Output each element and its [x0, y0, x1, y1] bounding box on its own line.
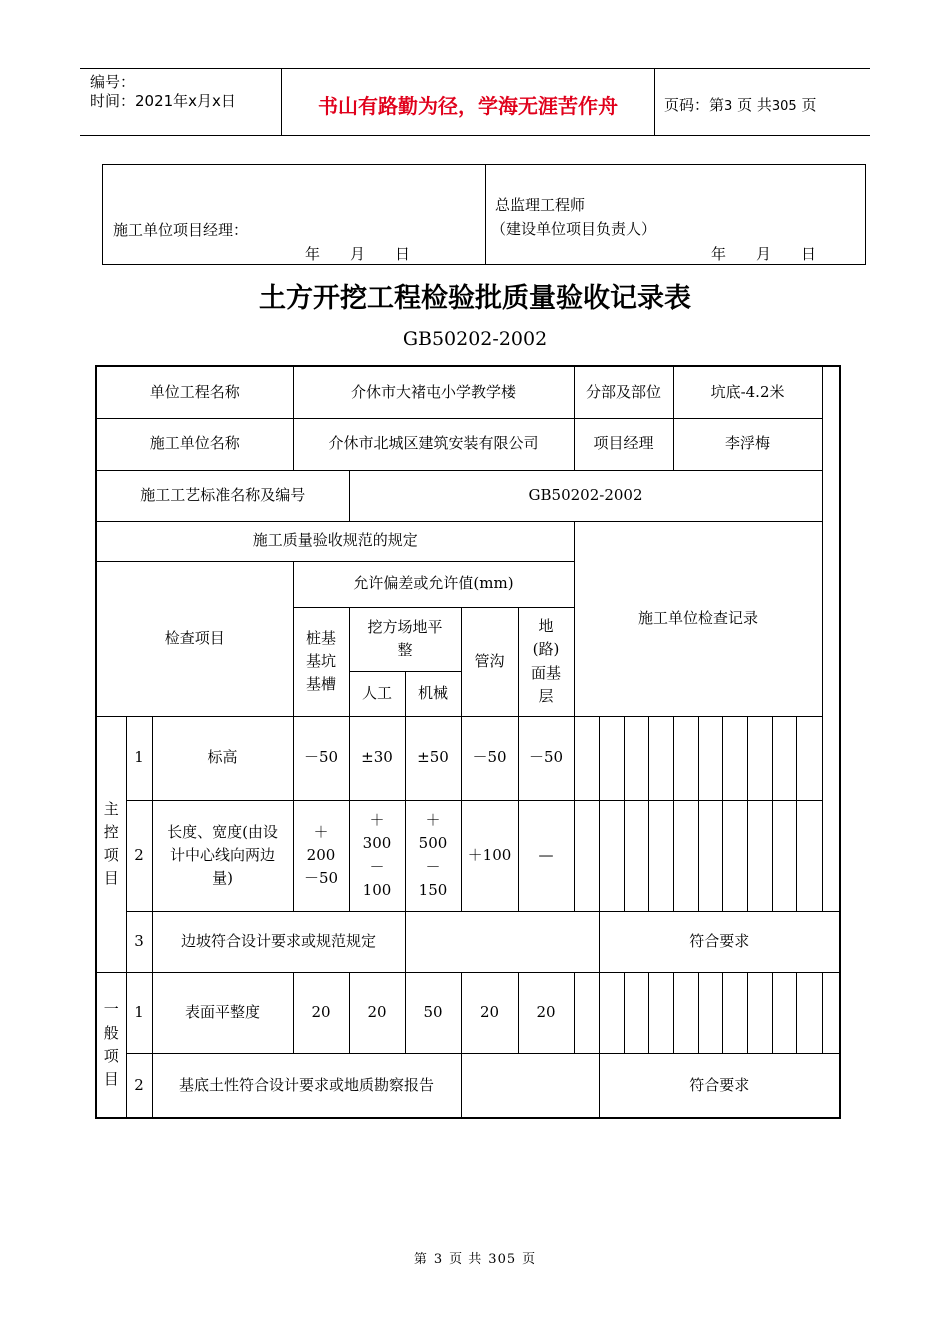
row-number: 1: [126, 972, 152, 1053]
row-number: 1: [126, 716, 152, 800]
record-cell[interactable]: [698, 800, 722, 911]
item-name: 长度、宽度(由设计中心线向两边量): [152, 800, 293, 911]
row-number: 2: [126, 1053, 152, 1118]
standard-code: GB50202-2002: [402, 328, 548, 350]
record-cell[interactable]: [648, 972, 673, 1053]
manual-value: 20: [349, 972, 405, 1053]
manager-label: 项目经理: [574, 418, 673, 470]
table-row: [96, 972, 840, 1053]
trench-value: 20: [461, 972, 518, 1053]
record-cell[interactable]: [747, 800, 772, 911]
record-header: 施工单位检查记录: [574, 521, 822, 716]
page-footer: 第 3 页 共 305 页: [413, 1252, 537, 1267]
table-row: [96, 800, 840, 911]
ground-value: —: [518, 800, 574, 911]
footer-total-pages: 305: [488, 1252, 517, 1267]
project-name: 介休市大褚屯小学教学楼: [293, 366, 574, 418]
pile-header: 桩基基坑基槽: [293, 607, 349, 716]
contractor-manager-label: 施工单位项目经理：: [113, 221, 249, 239]
supervisor-date: 年 月 日: [711, 245, 817, 263]
table-row: [96, 1053, 840, 1118]
header-divider: [654, 68, 655, 135]
ground-value: －50: [518, 716, 574, 800]
record-cell[interactable]: [747, 716, 772, 800]
machine-value: 50: [405, 972, 461, 1053]
table-row: [96, 911, 840, 972]
record-cell[interactable]: [796, 800, 822, 911]
process-standard: GB50202-2002: [349, 470, 822, 521]
record-cell[interactable]: [648, 716, 673, 800]
empty-cell: [405, 911, 599, 972]
record-cell[interactable]: [722, 716, 747, 800]
record-cell[interactable]: [599, 972, 624, 1053]
record-cell[interactable]: [772, 716, 796, 800]
page-current: 3: [724, 99, 733, 114]
ground-value: 20: [518, 972, 574, 1053]
manual-header: 人工: [349, 671, 405, 716]
trench-header: 管沟: [461, 607, 518, 716]
record-cell[interactable]: [673, 972, 698, 1053]
manual-value: ±30: [349, 716, 405, 800]
record-cell[interactable]: [624, 972, 648, 1053]
header-bottom-rule: [80, 135, 870, 136]
trench-value: ＋100: [461, 800, 518, 911]
header-top-rule: [80, 68, 870, 69]
trench-value: －50: [461, 716, 518, 800]
table-row: [96, 716, 840, 800]
contractor-label: 施工单位名称: [96, 418, 293, 470]
record-cell[interactable]: [574, 800, 599, 911]
tolerance-header: 允许偏差或允许值(mm): [293, 561, 574, 607]
pile-value: 20: [293, 972, 349, 1053]
record-cell[interactable]: [747, 972, 772, 1053]
site-level-header: 挖方场地平整: [349, 607, 461, 671]
record-cell[interactable]: [698, 716, 722, 800]
contractor-name: 介休市北城区建筑安装有限公司: [293, 418, 574, 470]
row-number: 3: [126, 911, 152, 972]
record-cell[interactable]: [673, 716, 698, 800]
pile-value: －50: [293, 716, 349, 800]
record-cell[interactable]: [772, 972, 796, 1053]
page-indicator: 页码：第3 页 共305 页: [664, 96, 817, 114]
process-standard-label: 施工工艺标准名称及编号: [96, 470, 349, 521]
record-cell[interactable]: [599, 800, 624, 911]
motto: 书山有路勤为径，学海无涯苦作舟: [318, 94, 618, 118]
project-name-label: 单位工程名称: [96, 366, 293, 418]
pile-value: ＋200 －50: [293, 800, 349, 911]
time-label: 时间：2021年x月x日: [90, 92, 236, 110]
machine-value: ＋500 －150: [405, 800, 461, 911]
manual-value: ＋300 －100: [349, 800, 405, 911]
page-total: 305: [771, 99, 797, 114]
owner-representative-label: （建设单位项目负责人）: [491, 220, 657, 238]
record-cell[interactable]: [673, 800, 698, 911]
machine-value: ±50: [405, 716, 461, 800]
item-name: 标高: [152, 716, 293, 800]
section-value: 坑底-4.2米: [673, 366, 822, 418]
row-number: 2: [126, 800, 152, 911]
inspection-table: [95, 365, 841, 1119]
signature-box: [102, 164, 866, 265]
record-cell[interactable]: [624, 716, 648, 800]
record-cell[interactable]: [574, 972, 599, 1053]
empty-cell: [461, 1053, 599, 1118]
item-name: 基底土性符合设计要求或地质勘察报告: [152, 1053, 461, 1118]
general-category: 一般项目: [96, 972, 126, 1118]
main-control-category: 主控项目: [96, 716, 126, 972]
check-item-header: 检查项目: [96, 561, 293, 716]
item-name: 表面平整度: [152, 972, 293, 1053]
contractor-date: 年 月 日: [305, 245, 411, 263]
machine-header: 机械: [405, 671, 461, 716]
item-name: 边坡符合设计要求或规范规定: [152, 911, 405, 972]
page-title: 土方开挖工程检验批质量验收记录表: [259, 283, 691, 314]
record-cell[interactable]: [722, 800, 747, 911]
ground-header: 地(路)面基层: [518, 607, 574, 716]
section-label: 分部及部位: [574, 366, 673, 418]
serial-label: 编号：: [90, 73, 136, 91]
record-cell[interactable]: [624, 800, 648, 911]
record-cell[interactable]: [796, 972, 822, 1053]
record-cell[interactable]: [648, 800, 673, 911]
spec-header: 施工质量验收规范的规定: [96, 521, 574, 561]
record-result[interactable]: 符合要求: [599, 1053, 840, 1118]
record-cell[interactable]: [722, 972, 747, 1053]
footer-current-page: 3: [433, 1252, 444, 1267]
record-cell[interactable]: [698, 972, 722, 1053]
record-result[interactable]: 符合要求: [599, 911, 840, 972]
manager-name: 李浮梅: [673, 418, 822, 470]
record-cell[interactable]: [772, 800, 796, 911]
record-cell[interactable]: [599, 716, 624, 800]
record-cell[interactable]: [796, 716, 822, 800]
chief-supervisor-label: 总监理工程师: [495, 196, 586, 214]
record-cell[interactable]: [574, 716, 599, 800]
